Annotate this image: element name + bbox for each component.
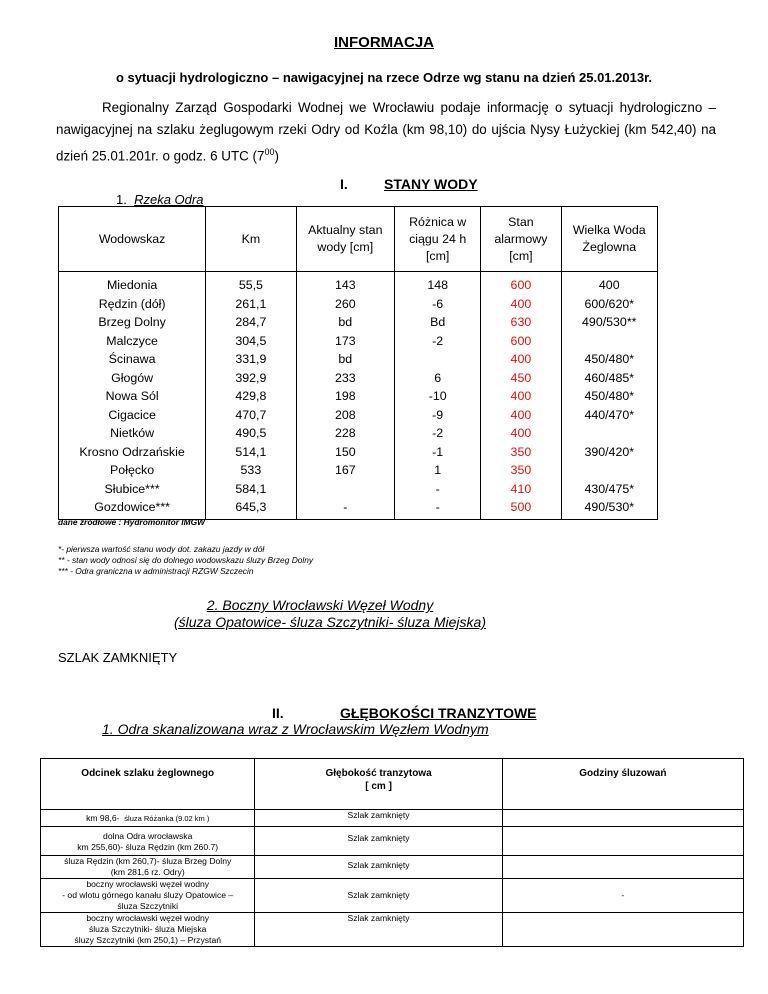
depth-row2-a: dolna Odra wrocławska (103, 831, 193, 841)
cell-diff: -2 (395, 332, 481, 351)
cell-level: 143 (296, 272, 394, 295)
subsection-number: 1. (116, 192, 127, 207)
cell-km: 645,3 (206, 498, 296, 519)
depth-col-section-label: Odcinek szlaku żeglownego (81, 768, 215, 779)
cell-diff: -2 (395, 424, 481, 443)
cell-alarm: 400 (481, 406, 561, 425)
cell-station: Malczyce (59, 332, 206, 351)
cell-km: 392,9 (206, 369, 296, 388)
cell-diff: - (395, 480, 481, 499)
depth-row1-a: km 98,6- (86, 812, 120, 823)
cell-km: 514,1 (206, 443, 296, 462)
cell-ww: 400 (561, 272, 658, 295)
col-header-diff: Różnica w ciągu 24 h [cm] (395, 207, 481, 272)
depth-row5-c: śluzy Szczytniki (km 250,1) – Przystań (74, 935, 222, 945)
transit-depth-table (40, 758, 744, 947)
depth-row5-a: boczny wrocławski węzeł wodny (86, 913, 210, 923)
source-note: dane źródłowe : Hydromonitor IMGW (58, 517, 206, 527)
col-header-navigable: Wielka Woda Żeglowna (561, 207, 658, 272)
cell-km: 261,1 (206, 295, 296, 314)
cell-alarm: 400 (481, 295, 561, 314)
table-row (59, 387, 658, 406)
cell-station: Ścinawa (59, 350, 206, 369)
cell-ww: 440/470* (561, 406, 658, 425)
cell-station: Połęcko (59, 461, 206, 480)
cell-alarm: 350 (481, 461, 561, 480)
cell-alarm: 400 (481, 350, 561, 369)
cell-ww (561, 424, 658, 443)
depth-row2-hours (502, 827, 743, 856)
cell-ww: 490/530** (561, 313, 658, 332)
section-2-heading: GŁĘBOKOŚCI TRANZYTOWE (340, 705, 537, 721)
depth-col-depth (255, 759, 502, 810)
cell-station: Miedonia (59, 272, 206, 295)
cell-ww: 390/420* (561, 443, 658, 462)
cell-ww (561, 461, 658, 480)
depth-row2-depth: Szlak zamknięty (255, 827, 502, 856)
section-2-title: 2. Boczny Wrocławski Węzeł Wodny (206, 597, 434, 613)
cell-station: Głogów (59, 369, 206, 388)
cell-level (296, 480, 394, 499)
depth-row2-b: km 255,60)- śluza Rędzin (km 260.7) (77, 842, 219, 852)
cell-ww: 460/485* (561, 369, 658, 388)
section-1-title: STANY WODY (384, 176, 478, 192)
cell-ww: 450/480* (561, 350, 658, 369)
cell-station: Cigacice (59, 406, 206, 425)
table-row (59, 480, 658, 499)
cell-km: 490,5 (206, 424, 296, 443)
footnote-1: *- pierwsza wartość stanu wody dot. zakazu jazdy w dół (58, 544, 265, 554)
depth-row1-depth: Szlak zamknięty (255, 810, 502, 827)
cell-alarm: 450 (481, 369, 561, 388)
cell-level: 173 (296, 332, 394, 351)
cell-level: 208 (296, 406, 394, 425)
cell-ww: 600/620* (561, 295, 658, 314)
table-row (41, 879, 744, 913)
cell-station: Słubice*** (59, 480, 206, 499)
table-row (59, 498, 658, 519)
water-levels-table (58, 206, 658, 520)
cell-level: 167 (296, 461, 394, 480)
cell-alarm: 350 (481, 443, 561, 462)
cell-km: 331,9 (206, 350, 296, 369)
depth-row5-hours (502, 913, 743, 947)
cell-diff: 148 (395, 272, 481, 295)
col-header-station: Wodowskaz (59, 207, 206, 272)
cell-diff: -6 (395, 295, 481, 314)
cell-alarm: 600 (481, 272, 561, 295)
cell-ww: 430/475* (561, 480, 658, 499)
depth-row3-b: (km 281,6 rz. Odry) (110, 867, 185, 877)
subsection-odra (116, 192, 203, 207)
cell-alarm: 410 (481, 480, 561, 499)
intro-paragraph (56, 97, 716, 167)
cell-level: bd (296, 350, 394, 369)
cell-alarm: 400 (481, 424, 561, 443)
table-row (59, 313, 658, 332)
cell-level: 198 (296, 387, 394, 406)
col-header-km: Km (206, 207, 296, 272)
cell-diff: -1 (395, 443, 481, 462)
depth-col-section (41, 759, 255, 810)
col-header-alarm: Stan alarmowy [cm] (481, 207, 561, 272)
depth-col-depth-unit: [ cm ] (365, 781, 392, 792)
page-subtitle: o sytuacji hydrologiczno – nawigacyjnej na rzece Odrze wg stanu na dzień 25.01.2013r. (115, 70, 653, 85)
depth-row4-c: śluza Szczytniki (117, 901, 179, 911)
cell-station: Nietków (59, 424, 206, 443)
cell-km: 284,7 (206, 313, 296, 332)
cell-level: 233 (296, 369, 394, 388)
cell-diff (395, 350, 481, 369)
cell-alarm: 630 (481, 313, 561, 332)
cell-km: 584,1 (206, 480, 296, 499)
cell-level: 150 (296, 443, 394, 462)
depth-row3-a: śluza Rędzin (km 260,7)- śluza Brzeg Dolny (64, 856, 232, 866)
depth-row3-depth: Szlak zamknięty (255, 856, 502, 879)
cell-level: bd (296, 313, 394, 332)
footnote-3: *** - Odra graniczna w administracji RZGW Szczecin (58, 566, 254, 576)
cell-km: 429,8 (206, 387, 296, 406)
cell-km: 55,5 (206, 272, 296, 295)
table-row (59, 461, 658, 480)
cell-diff: - (395, 498, 481, 519)
depth-row4-a: boczny wrocławski węzeł wodny (86, 879, 210, 889)
water-table-body (59, 272, 658, 520)
intro-superscript: 00 (264, 147, 275, 157)
cell-station: Krosno Odrzańskie (59, 443, 206, 462)
table-row (59, 350, 658, 369)
depth-row4-hours: - (502, 879, 743, 913)
depth-row4-b: - od wlotu górnego kanału śluzy Opatowice – (62, 890, 234, 900)
section-2-number: II. (272, 705, 284, 721)
cell-alarm: 500 (481, 498, 561, 519)
table-row (59, 369, 658, 388)
cell-level: 260 (296, 295, 394, 314)
table-row (59, 295, 658, 314)
depth-col-hours (502, 759, 743, 810)
depth-row1-b: śluza Różanka (9.02 km ) (124, 813, 210, 823)
depth-header-row (41, 759, 744, 810)
table-row (59, 443, 658, 462)
table-header-row (59, 207, 658, 272)
cell-alarm: 400 (481, 387, 561, 406)
cell-km: 533 (206, 461, 296, 480)
depth-row4-depth: Szlak zamknięty (255, 879, 502, 913)
table-row (41, 913, 744, 947)
table-row (59, 406, 658, 425)
table-row (59, 272, 658, 295)
cell-station: Rędzin (dół) (59, 295, 206, 314)
cell-km: 304,5 (206, 332, 296, 351)
cell-diff: 6 (395, 369, 481, 388)
table-row (59, 424, 658, 443)
depth-row5-section (41, 913, 255, 947)
subsection-title: Rzeka Odra (134, 192, 204, 207)
depth-row1-hours (502, 810, 743, 827)
route-closed-status: SZLAK ZAMKNIĘTY (58, 650, 178, 665)
depth-row5-depth: Szlak zamknięty (255, 913, 502, 947)
intro-text: Regionalny Zarząd Gospodarki Wodnej we Wrocławiu podaje informację o sytuacji hydrologiczno – nawigacyjnej na szlaku żeglugowym rzeki Odry od Koźla (km 98,10) do ujścia Nysy Łużyckiej (km 542,40) na dzień 25.01.201r. o godz. 6 UTC (7 (56, 100, 716, 164)
cell-ww: 490/530* (561, 498, 658, 519)
depth-row2-section (41, 827, 255, 856)
section-2-subtitle: (śluza Opatowice- śluza Szczytniki- śluza Miejska) (174, 614, 486, 630)
depth-col-hours-label: Godziny śluzowań (579, 768, 667, 779)
depth-row4-section (41, 879, 255, 913)
depth-row1-section (41, 810, 255, 827)
table-row (41, 856, 744, 879)
section-2-sub: 1. Odra skanalizowana wraz z Wrocławskim Węzłem Wodnym (102, 721, 489, 737)
cell-station: Brzeg Dolny (59, 313, 206, 332)
cell-km: 470,7 (206, 406, 296, 425)
depth-row3-section (41, 856, 255, 879)
col-header-level: Aktualny stan wody [cm] (296, 207, 394, 272)
section-1-number: I. (340, 176, 348, 192)
depth-col-depth-label: Głębokość tranzytowa (325, 768, 432, 779)
cell-ww: 450/480* (561, 387, 658, 406)
table-row (59, 332, 658, 351)
cell-diff: -10 (395, 387, 481, 406)
page-title: INFORMACJA (334, 34, 434, 51)
table-row (41, 810, 744, 827)
cell-station: Gozdowice*** (59, 498, 206, 519)
cell-diff: Bd (395, 313, 481, 332)
cell-diff: 1 (395, 461, 481, 480)
cell-level: 228 (296, 424, 394, 443)
table-row (41, 827, 744, 856)
footnote-2: ** - stan wody odnosi się do dolnego wodowskazu śluzy Brzeg Dolny (58, 555, 314, 565)
cell-alarm: 600 (481, 332, 561, 351)
cell-diff: -9 (395, 406, 481, 425)
depth-row3-hours (502, 856, 743, 879)
depth-row5-b: śluza Szczytniki- śluza Miejska (88, 924, 207, 934)
cell-ww (561, 332, 658, 351)
intro-end: ) (274, 148, 279, 164)
cell-station: Nowa Sól (59, 387, 206, 406)
cell-level: - (296, 498, 394, 519)
